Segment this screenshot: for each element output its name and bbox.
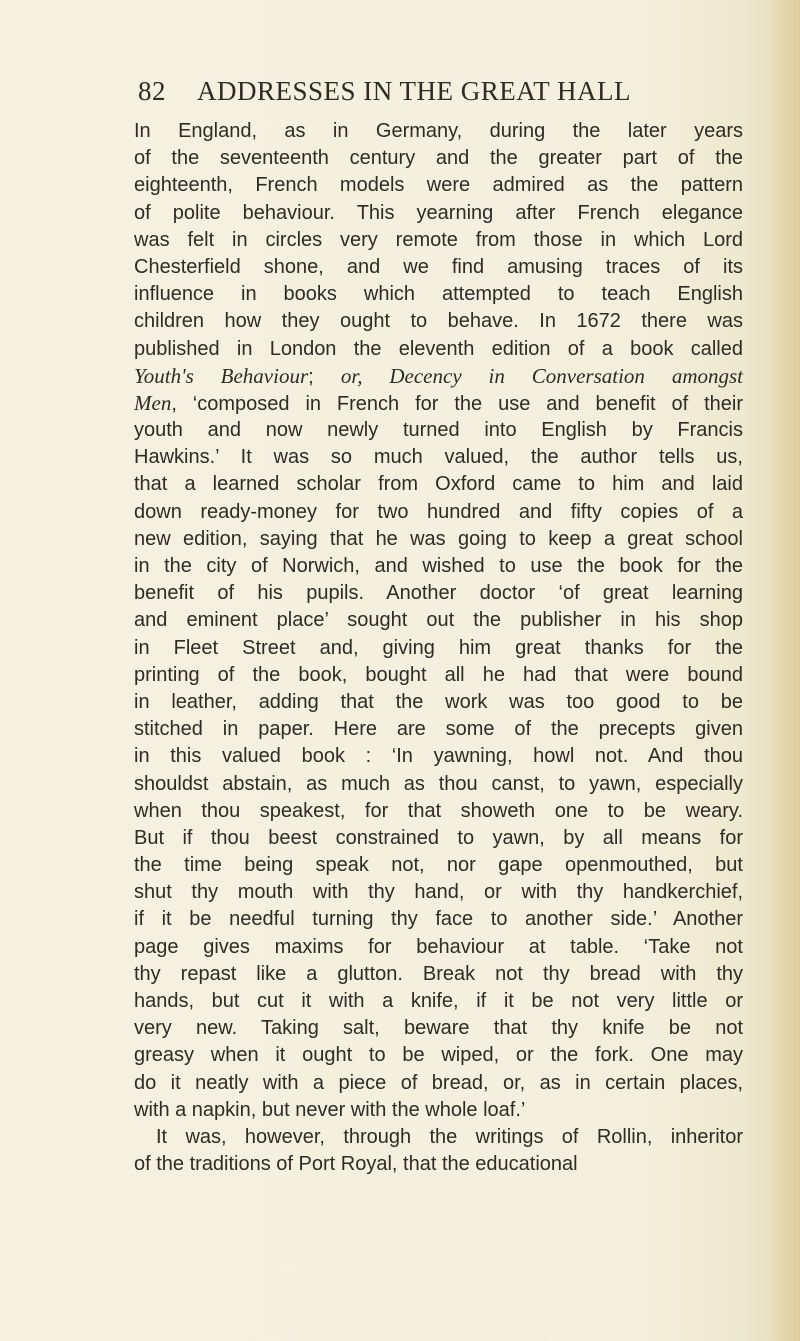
text-line [134,1151,743,1178]
text-segment: of polite behaviour. This yearning after French elegance [134,201,743,224]
text-segment: the time being speak not, nor gape openmouthed, but [134,854,743,877]
paragraph [134,118,743,1124]
text-segment: eighteenth, French models were admired as the pattern [134,174,743,197]
text-segment: was felt in circles very remote from those in which Lord [134,228,743,251]
text-line [134,553,743,580]
text-line [134,716,743,743]
text-line [134,825,743,852]
text-segment: new edition, saying that he was going to keep a great school [134,527,743,550]
paragraph [134,1124,743,1178]
text-line [134,444,743,471]
text-segment: that a learned scholar from Oxford came to him and laid [134,473,743,496]
running-header [138,76,678,116]
text-line [134,689,743,716]
running-title: ADDRESSES IN THE GREAT HALL [197,76,632,106]
text-line [134,1097,743,1124]
text-line [134,662,743,689]
text-line [134,988,743,1015]
text-line [134,281,743,308]
text-line [134,961,743,988]
text-segment: shouldst abstain, as much as thou canst, to yawn, especially [134,772,743,795]
page-number: 82 [138,76,166,106]
text-line [134,906,743,933]
text-line [134,118,743,145]
text-segment: down ready-money for two hundred and fifty copies of a [134,500,743,523]
text-line [134,879,743,906]
page-edge-shadow [766,0,800,1341]
text-segment: in the city of Norwich, and wished to use the book for the [134,555,743,577]
text-segment: very new. Taking salt, beware that thy knife be not [134,1017,743,1040]
text-line [134,471,743,498]
text-segment: stitched in paper. Here are some of the precepts given [134,718,743,741]
text-segment: ; [308,365,341,388]
text-segment: hands, but cut it with a knife, if it be not very little or [134,990,743,1012]
text-segment: , ‘composed in French for the use and benefit of their [171,392,743,415]
text-segment: of the seventeenth century and the greater part of the [134,147,743,170]
text-segment: and eminent place’ sought out the publisher in his shop [134,609,743,632]
text-segment: Hawkins.’ It was so much valued, the author tells us, [134,446,743,469]
text-line [134,743,743,770]
text-segment: page gives maxims for behaviour at table. ‘Take not [134,935,743,958]
text-line [134,580,743,607]
text-line [134,934,743,961]
italic-title-segment: Youth's Behaviour [134,363,309,388]
text-segment: of the traditions of Port Royal, that the educational [134,1153,578,1176]
text-segment: in Fleet Street and, giving him great thanks for the [134,636,743,659]
text-segment: But if thou beest constrained to yawn, by all means for [134,826,743,849]
text-segment: youth and now newly turned into English by Francis [134,419,743,442]
text-line [134,798,743,825]
text-line [134,390,743,417]
text-segment: It was, however, through the writings of Rollin, inheritor [156,1125,743,1148]
text-segment: when thou speakest, for that showeth one to be weary. [134,799,743,822]
text-segment: if it be needful turning thy face to another side.’ Another [134,908,743,931]
text-line [134,1070,743,1097]
italic-title-segment: or, Decency in Conversation amongst [340,363,743,388]
text-line [134,635,743,662]
text-segment: with a napkin, but never with the whole loaf.’ [134,1098,526,1121]
text-segment: greasy when it ought to be wiped, or the fork. One may [134,1044,743,1067]
text-line [134,417,743,444]
text-segment: thy repast like a glutton. Break not thy bread with thy [134,962,743,985]
text-line [134,852,743,879]
text-line [134,1124,743,1151]
text-segment: in this valued book : ‘In yawning, howl not. And thou [134,745,743,768]
text-line [134,308,743,335]
text-segment: shut thy mouth with thy hand, or with thy handkerchief, [134,881,743,904]
text-line [134,227,743,254]
text-segment: do it neatly with a piece of bread, or, as in certain places, [134,1071,743,1094]
body-text [134,118,743,1178]
text-line [134,363,743,390]
text-segment: In England, as in Germany, during the later years [134,120,743,142]
text-line [134,499,743,526]
text-line [134,1015,743,1042]
text-line [134,526,743,553]
text-segment: children how they ought to behave. In 1672 there was [134,310,743,333]
text-line [134,336,743,363]
text-line [134,172,743,199]
text-segment: in leather, adding that the work was too good to be [134,690,743,713]
text-segment: published in London the eleventh edition of a book called [134,337,743,360]
italic-title-segment: Men [134,390,172,415]
text-line [134,200,743,227]
text-line [134,1042,743,1069]
text-line [134,254,743,281]
text-segment: Chesterfield shone, and we find amusing traces of its [134,255,743,278]
text-segment: benefit of his pupils. Another doctor ‘of great learning [134,582,743,605]
text-line [134,145,743,172]
text-line [134,607,743,634]
text-segment: printing of the book, bought all he had that were bound [134,663,743,686]
text-line [134,771,743,798]
text-segment: influence in books which attempted to teach English [134,283,743,306]
